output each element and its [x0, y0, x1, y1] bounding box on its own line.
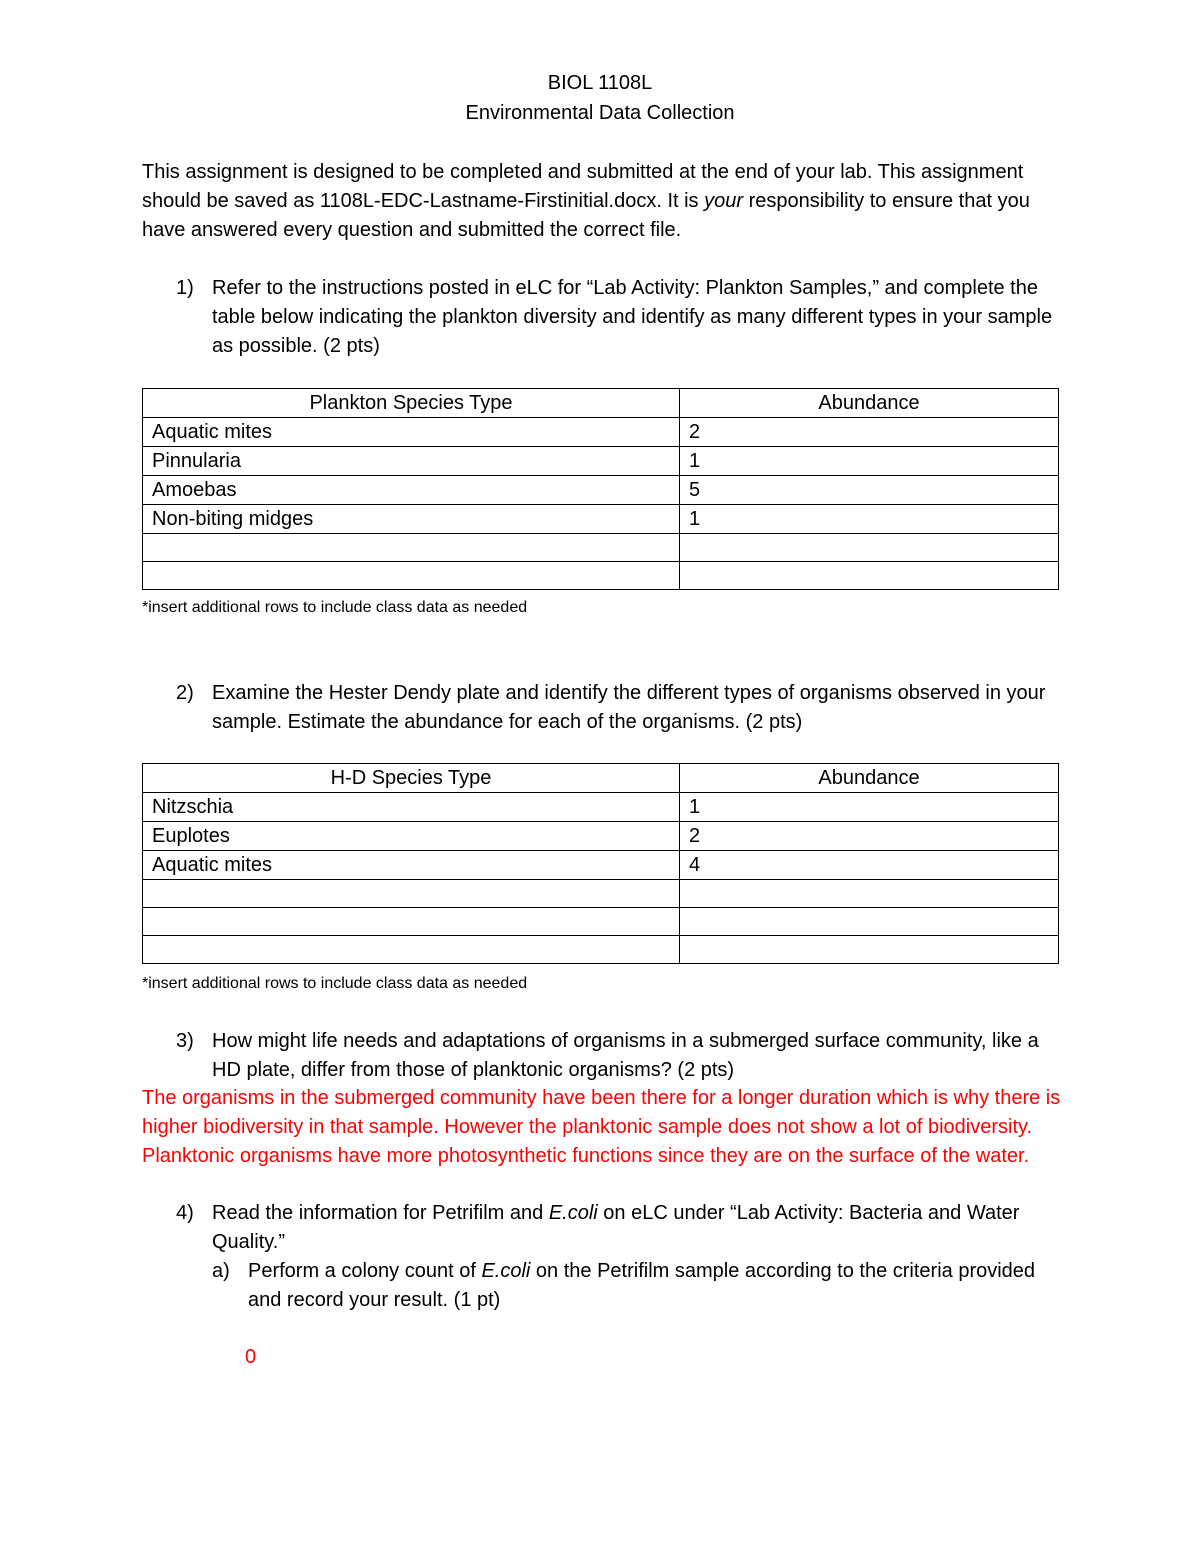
intro-emphasis: your — [704, 190, 744, 212]
abundance-cell — [680, 534, 1059, 562]
species-cell: Pinnularia — [143, 447, 680, 476]
table-row — [143, 908, 1059, 936]
abundance-cell — [680, 562, 1059, 590]
question-4a-text-1: Perform a colony count of — [248, 1260, 482, 1282]
species-cell — [143, 562, 680, 590]
table-row — [143, 447, 1059, 476]
question-3-number: 3) — [176, 1030, 194, 1052]
question-2 — [176, 679, 1056, 737]
abundance-cell: 2 — [680, 418, 1059, 447]
course-code: BIOL 1108L — [547, 72, 653, 94]
question-3-text: How might life needs and adaptations of organisms in a submerged surface community, like a HD plate, differ from those of planktonic organisms? (2 pts) — [212, 1030, 1039, 1081]
table-row — [143, 936, 1059, 964]
table-row — [143, 534, 1059, 562]
question-2-text: Examine the Hester Dendy plate and identify the different types of organisms observed in your sample. Estimate the abundance for each of the organisms. (2 pts) — [212, 682, 1046, 733]
document-title: Environmental Data Collection — [465, 102, 735, 124]
abundance-cell — [680, 908, 1059, 936]
question-1-number: 1) — [176, 277, 194, 299]
intro-text-2: responsibility to ensure that you have answered every question and submitted the correct file. — [142, 190, 1030, 241]
question-1-text: Refer to the instructions posted in eLC for “Lab Activity: Plankton Samples,” and complete the table below indicating the plankton diversity and identify as many different types in your sample as possible. (2 pts) — [212, 277, 1053, 357]
question-4-number: 4) — [176, 1202, 194, 1224]
species-cell: Aquatic mites — [143, 851, 680, 880]
table-row — [143, 880, 1059, 908]
table-row — [143, 793, 1059, 822]
question-4a-number: a) — [212, 1260, 230, 1282]
table-2-note: *insert additional rows to include class data as needed — [142, 975, 528, 992]
intro-paragraph — [142, 158, 1062, 245]
abundance-cell — [680, 880, 1059, 908]
table-header-row — [143, 389, 1059, 418]
species-cell: Aquatic mites — [143, 418, 680, 447]
question-4-text-1: Read the information for Petrifilm and — [212, 1202, 549, 1224]
question-4-text — [212, 1199, 1056, 1257]
abundance-cell: 4 — [680, 851, 1059, 880]
table-row — [143, 822, 1059, 851]
species-cell — [143, 534, 680, 562]
hd-species-header: H-D Species Type — [143, 764, 680, 793]
species-cell: Amoebas — [143, 476, 680, 505]
table-row — [143, 476, 1059, 505]
plankton-abundance-header: Abundance — [680, 389, 1059, 418]
question-4-text-2: on eLC under “Lab Activity: Bacteria and Water Quality.” — [212, 1202, 1020, 1253]
hester-dendy-table — [142, 763, 1059, 964]
table-1-note: *insert additional rows to include class data as needed — [142, 599, 528, 616]
abundance-cell: 2 — [680, 822, 1059, 851]
question-1 — [176, 274, 1056, 361]
species-cell: Non-biting midges — [143, 505, 680, 534]
species-cell: Euplotes — [143, 822, 680, 851]
table-row — [143, 418, 1059, 447]
question-3 — [176, 1027, 1056, 1085]
plankton-table — [142, 388, 1059, 590]
question-2-number: 2) — [176, 682, 194, 704]
abundance-cell: 1 — [680, 447, 1059, 476]
plankton-species-header: Plankton Species Type — [143, 389, 680, 418]
species-cell — [143, 880, 680, 908]
abundance-cell: 1 — [680, 793, 1059, 822]
species-cell: Nitzschia — [143, 793, 680, 822]
ecoli-term: E.coli — [548, 1202, 598, 1224]
abundance-cell: 5 — [680, 476, 1059, 505]
intro-text-1: This assignment is designed to be completed and submitted at the end of your lab. This assignment should be saved as 1108L-EDC-Lastname-Firstinitial.docx. It is — [142, 161, 1024, 212]
table-row — [143, 562, 1059, 590]
species-cell — [143, 908, 680, 936]
abundance-cell — [680, 936, 1059, 964]
ecoli-term: E.coli — [481, 1260, 531, 1282]
question-4a — [212, 1257, 1042, 1315]
hd-abundance-header: Abundance — [680, 764, 1059, 793]
abundance-cell: 1 — [680, 505, 1059, 534]
question-4a-text — [248, 1257, 1042, 1315]
question-4a-text-2: on the Petrifilm sample according to the criteria provided and record your result. (1 pt) — [248, 1260, 1036, 1311]
table-header-row — [143, 764, 1059, 793]
table-row — [143, 505, 1059, 534]
question-4 — [176, 1199, 1056, 1257]
question-4a-answer: 0 — [245, 1346, 257, 1368]
question-3-answer: The organisms in the submerged community have been there for a longer duration which is why there is higher biodiversity in that sample. However the planktonic sample does not show a lot of biodiversity. Planktonic organisms have more photosynthetic functions since they are on the surface of the water. — [142, 1087, 1061, 1167]
table-row — [143, 851, 1059, 880]
species-cell — [143, 936, 680, 964]
